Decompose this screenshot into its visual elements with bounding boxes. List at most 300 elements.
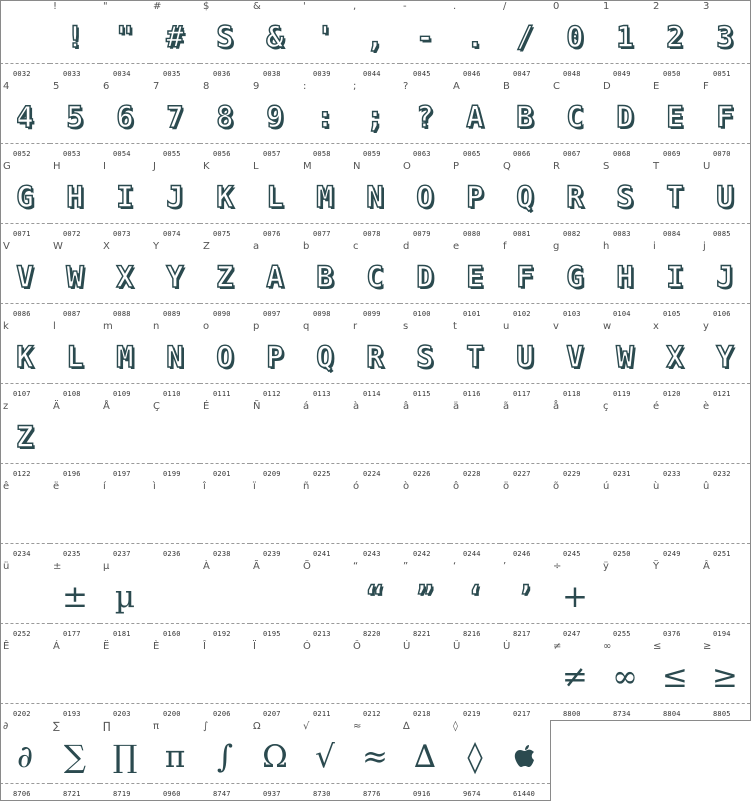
baseline-guide [100, 223, 150, 224]
glyph-char-label: ≤ [653, 641, 662, 652]
baseline-guide [650, 623, 700, 624]
glyph-char-label: ì [153, 481, 156, 492]
glyph-cell [400, 720, 451, 801]
glyph-sample: ≈ [362, 738, 388, 775]
glyph-cell [500, 320, 551, 401]
glyph-cell [100, 400, 151, 481]
glyph-cell [100, 480, 151, 561]
glyph-cell [100, 0, 151, 81]
glyph-sample: ± [62, 578, 88, 615]
glyph-char-label: a [253, 241, 260, 252]
glyph-code: 0086 [13, 310, 31, 318]
glyph-char-label: ñ [303, 481, 310, 492]
glyph-sample: ∑ [63, 738, 87, 775]
glyph-code: 0242 [413, 550, 431, 558]
glyph-char-label: ê [3, 481, 10, 492]
glyph-code: 0245 [563, 550, 581, 558]
glyph-cell [600, 480, 651, 561]
glyph-code: 0078 [363, 230, 381, 238]
glyph-cell [50, 240, 101, 321]
glyph-code: 8217 [513, 630, 531, 638]
baseline-guide [500, 703, 550, 704]
glyph-code: 0050 [663, 70, 681, 78]
glyph-cell [700, 80, 751, 161]
baseline-guide [50, 463, 100, 464]
glyph-code: 0199 [163, 470, 181, 478]
glyph-code: 0106 [713, 310, 731, 318]
glyph-code: 0117 [513, 390, 531, 398]
glyph-sample: . [466, 19, 484, 54]
glyph-cell [250, 160, 301, 241]
glyph-sample [0, 572, 50, 622]
glyph-cell [200, 720, 251, 801]
glyph-cell [250, 640, 301, 721]
glyph-sample [500, 412, 550, 462]
glyph-char-label: û [703, 481, 710, 492]
glyph-sample: P [266, 339, 284, 374]
glyph-char-label: è [703, 401, 710, 412]
baseline-guide [0, 543, 50, 544]
glyph-char-label: X [103, 241, 110, 252]
glyph-char-label: & [253, 1, 261, 12]
glyph-char-label: L [253, 161, 259, 172]
glyph-sample: D [616, 99, 634, 134]
glyph-code: 0227 [513, 470, 531, 478]
glyph-cell [50, 480, 101, 561]
glyph-sample: 9 [266, 99, 284, 134]
glyph-code: 0107 [13, 390, 31, 398]
baseline-guide [600, 623, 650, 624]
glyph-char-label: j [703, 241, 706, 252]
glyph-sample [300, 652, 350, 702]
glyph-sample: D [416, 259, 434, 294]
baseline-guide [600, 383, 650, 384]
baseline-guide [500, 63, 550, 64]
glyph-sample [300, 572, 350, 622]
glyph-sample [650, 492, 700, 542]
glyph-cell [300, 480, 351, 561]
glyph-code: 61440 [513, 790, 536, 798]
glyph-sample: T [666, 179, 684, 214]
glyph-char-label: / [503, 1, 507, 12]
baseline-guide [350, 623, 400, 624]
glyph-char-label: O [403, 161, 411, 172]
glyph-cell [450, 400, 501, 481]
glyph-sample: ; [366, 99, 384, 134]
glyph-cell [650, 160, 701, 241]
glyph-code: 0111 [213, 390, 231, 398]
baseline-guide [400, 63, 450, 64]
glyph-char-label: f [503, 241, 507, 252]
glyph-char-label: o [203, 321, 210, 332]
glyph-sample: Z [16, 419, 34, 454]
glyph-sample: : [316, 99, 334, 134]
glyph-code: 0118 [563, 390, 581, 398]
glyph-sample [150, 572, 200, 622]
glyph-sample: J [166, 179, 184, 214]
glyph-code: 0241 [313, 550, 331, 558]
glyph-code: 0200 [163, 710, 181, 718]
baseline-guide [650, 63, 700, 64]
glyph-cell [0, 400, 51, 481]
glyph-code: 0109 [113, 390, 131, 398]
glyph-code: 0039 [313, 70, 331, 78]
glyph-sample: 2 [666, 19, 684, 54]
glyph-code: 0250 [613, 550, 631, 558]
baseline-guide [550, 463, 600, 464]
baseline-guide [500, 543, 550, 544]
glyph-code: 0088 [113, 310, 131, 318]
glyph-code: 0232 [713, 470, 731, 478]
glyph-char-label: ü [3, 561, 10, 572]
glyph-code: 0036 [213, 70, 231, 78]
baseline-guide [500, 303, 550, 304]
glyph-sample: S [216, 19, 234, 54]
baseline-guide [650, 143, 700, 144]
glyph-sample: ‘ [466, 579, 484, 614]
glyph-sample: Q [516, 179, 534, 214]
glyph-cell [100, 560, 151, 641]
glyph-char-label: ∂ [3, 721, 9, 732]
baseline-guide [600, 143, 650, 144]
baseline-guide [0, 303, 50, 304]
baseline-guide [150, 223, 200, 224]
glyph-code: 0067 [563, 150, 581, 158]
baseline-guide [500, 783, 550, 784]
glyph-sample [0, 492, 50, 542]
baseline-guide [350, 463, 400, 464]
glyph-code: 0087 [63, 310, 81, 318]
glyph-cell [300, 0, 351, 81]
glyph-code: 0100 [413, 310, 431, 318]
glyph-char-label: 1 [603, 1, 610, 12]
baseline-guide [100, 383, 150, 384]
glyph-sample [400, 412, 450, 462]
glyph-code: 0098 [313, 310, 331, 318]
glyph-code: 0038 [263, 70, 281, 78]
glyph-sample: µ [114, 578, 136, 615]
baseline-guide [400, 223, 450, 224]
baseline-guide [100, 463, 150, 464]
glyph-code: 0238 [213, 550, 231, 558]
glyph-char-label: r [353, 321, 358, 332]
baseline-guide [550, 223, 600, 224]
baseline-guide [50, 143, 100, 144]
baseline-guide [300, 703, 350, 704]
glyph-code: 0103 [563, 310, 581, 318]
glyph-char-label: 9 [253, 81, 260, 92]
glyph-code: 0231 [613, 470, 631, 478]
glyph-sample: Y [716, 339, 734, 374]
glyph-cell [650, 320, 701, 401]
baseline-guide [250, 703, 300, 704]
glyph-sample [500, 652, 550, 702]
glyph-sample: 6 [116, 99, 134, 134]
glyph-cell [550, 160, 601, 241]
baseline-guide [450, 463, 500, 464]
glyph-cell [300, 400, 351, 481]
baseline-guide [600, 223, 650, 224]
baseline-guide [350, 543, 400, 544]
glyph-sample: ≤ [662, 658, 688, 695]
glyph-sample: I [666, 259, 684, 294]
glyph-cell [350, 0, 401, 81]
glyph-char-label: W [53, 241, 63, 252]
glyph-sample: / [516, 19, 534, 54]
glyph-code: 0065 [463, 150, 481, 158]
glyph-cell [450, 80, 501, 161]
glyph-char-label: Å [103, 401, 110, 412]
glyph-char-label: ÿ [603, 561, 609, 572]
glyph-char-label: ó [353, 481, 360, 492]
glyph-code: 0049 [613, 70, 631, 78]
glyph-code: 0097 [263, 310, 281, 318]
glyph-code: 0053 [63, 150, 81, 158]
glyph-cell [400, 560, 451, 641]
glyph-code: 8734 [613, 710, 631, 718]
glyph-code: 8719 [113, 790, 131, 798]
glyph-cell [200, 320, 251, 401]
glyph-char-label: N [353, 161, 361, 172]
glyph-sample: ∆ [414, 738, 436, 775]
glyph-sample [400, 652, 450, 702]
glyph-char-label: Î [203, 641, 206, 652]
baseline-guide [150, 623, 200, 624]
glyph-sample: 8 [216, 99, 234, 134]
baseline-guide [450, 63, 500, 64]
glyph-code: 0102 [513, 310, 531, 318]
glyph-char-label: ? [403, 81, 409, 92]
glyph-char-label: V [3, 241, 10, 252]
glyph-sample: F [716, 99, 734, 134]
glyph-sample: 0 [566, 19, 584, 54]
baseline-guide [300, 383, 350, 384]
glyph-cell [150, 560, 201, 641]
glyph-cell [0, 160, 51, 241]
baseline-guide [200, 63, 250, 64]
glyph-cell [400, 80, 451, 161]
glyph-cell [250, 560, 301, 641]
glyph-cell [700, 160, 751, 241]
baseline-guide [550, 303, 600, 304]
glyph-code: 0115 [413, 390, 431, 398]
glyph-sample: ∫ [216, 738, 234, 775]
glyph-sample [50, 652, 100, 702]
glyph-code: 0084 [663, 230, 681, 238]
baseline-guide [100, 143, 150, 144]
glyph-char-label: À [203, 561, 210, 572]
glyph-cell [250, 240, 301, 321]
baseline-guide [300, 463, 350, 464]
baseline-guide [500, 223, 550, 224]
glyph-sample: M [316, 179, 334, 214]
glyph-sample: 7 [166, 99, 184, 134]
glyph-sample: J [716, 259, 734, 294]
baseline-guide [200, 783, 250, 784]
glyph-char-label: ∑ [53, 721, 60, 732]
glyph-sample: ' [316, 19, 334, 54]
baseline-guide [350, 303, 400, 304]
glyph-cell [550, 640, 601, 721]
glyph-sample [650, 412, 700, 462]
glyph-cell [300, 160, 351, 241]
glyph-cell [550, 400, 601, 481]
glyph-cell [50, 0, 101, 81]
glyph-cell [50, 80, 101, 161]
glyph-sample: V [566, 339, 584, 374]
glyph-sample: ∏ [112, 738, 138, 775]
glyph-char-label: ≠ [553, 641, 562, 652]
baseline-guide [100, 303, 150, 304]
glyph-code: 8804 [663, 710, 681, 718]
glyph-char-label: Ó [303, 641, 311, 652]
glyph-code: 0074 [163, 230, 181, 238]
glyph-sample [50, 492, 100, 542]
glyph-cell [550, 80, 601, 161]
glyph-char-label: x [653, 321, 659, 332]
glyph-char-label: w [603, 321, 612, 332]
glyph-sample [350, 412, 400, 462]
glyph-cell [0, 560, 51, 641]
glyph-char-label: R [553, 161, 560, 172]
glyph-char-label: Ã [253, 561, 260, 572]
glyph-sample: N [366, 179, 384, 214]
glyph-cell [150, 400, 201, 481]
glyph-cell [450, 0, 501, 81]
glyph-char-label: é [653, 401, 660, 412]
glyph-char-label: # [153, 1, 162, 12]
glyph-code: 0056 [213, 150, 231, 158]
glyph-sample: A [266, 259, 284, 294]
baseline-guide [200, 223, 250, 224]
glyph-char-label: S [603, 161, 610, 172]
glyph-code: 0073 [113, 230, 131, 238]
glyph-code: 0089 [163, 310, 181, 318]
baseline-guide [150, 63, 200, 64]
glyph-char-label: ∏ [103, 721, 111, 732]
glyph-sample: U [716, 179, 734, 214]
baseline-guide [700, 63, 750, 64]
glyph-sample: - [416, 19, 434, 54]
baseline-guide [600, 703, 650, 704]
glyph-char-label: É [203, 401, 210, 412]
glyph-char-label: Û [453, 641, 461, 652]
glyph-sample [450, 492, 500, 542]
glyph-code: 0055 [163, 150, 181, 158]
glyph-cell [150, 80, 201, 161]
glyph-char-label: ∆ [403, 721, 410, 732]
baseline-guide [50, 63, 100, 64]
glyph-code: 0081 [513, 230, 531, 238]
glyph-char-label: B [503, 81, 510, 92]
glyph-sample: “ [366, 579, 384, 614]
glyph-cell [650, 480, 701, 561]
baseline-guide [400, 703, 450, 704]
glyph-char-label: Ç [153, 401, 160, 412]
glyph-cell [0, 720, 51, 801]
glyph-code: 0068 [613, 150, 631, 158]
glyph-cell [550, 320, 601, 401]
glyph-cell [350, 240, 401, 321]
glyph-code: 0192 [213, 630, 231, 638]
glyph-char-label: Y [153, 241, 160, 252]
glyph-cell [100, 240, 151, 321]
glyph-cell [550, 480, 601, 561]
glyph-cell [400, 0, 451, 81]
glyph-sample: & [266, 19, 284, 54]
glyph-char-label: ≈ [353, 721, 362, 732]
glyph-sample: K [216, 179, 234, 214]
baseline-guide [650, 463, 700, 464]
glyph-char-label: C [553, 81, 560, 92]
glyph-sample [600, 412, 650, 462]
glyph-sample: 4 [16, 99, 34, 134]
glyph-cell [650, 0, 701, 81]
glyph-code: 0251 [713, 550, 731, 558]
glyph-code: 0075 [213, 230, 231, 238]
glyph-char-label: Ï [253, 641, 256, 652]
glyph-cell [450, 480, 501, 561]
glyph-char-label: ‘ [453, 561, 457, 572]
glyph-sample: Q [316, 339, 334, 374]
glyph-sample: G [566, 259, 584, 294]
glyph-cell [600, 160, 651, 241]
baseline-guide [350, 223, 400, 224]
baseline-guide [200, 543, 250, 544]
glyph-sample [400, 492, 450, 542]
glyph-sample [0, 12, 50, 62]
glyph-char-label: Â [703, 561, 710, 572]
glyph-cell [450, 640, 501, 721]
baseline-guide [550, 383, 600, 384]
glyph-sample [700, 412, 750, 462]
glyph-char-label: K [203, 161, 210, 172]
baseline-guide [450, 143, 500, 144]
glyph-sample [50, 412, 100, 462]
glyph-sample [550, 412, 600, 462]
glyph-code: 0209 [263, 470, 281, 478]
glyph-code: 8730 [313, 790, 331, 798]
glyph-char-label: ; [353, 81, 357, 92]
glyph-code: 0085 [713, 230, 731, 238]
glyph-cell [250, 320, 301, 401]
baseline-guide [200, 703, 250, 704]
baseline-guide [650, 703, 700, 704]
baseline-guide [450, 703, 500, 704]
baseline-guide [150, 543, 200, 544]
glyph-char-label: ÷ [553, 561, 562, 572]
glyph-code: 0196 [63, 470, 81, 478]
glyph-sample: M [116, 339, 134, 374]
glyph-code: 0033 [63, 70, 81, 78]
baseline-guide [350, 783, 400, 784]
baseline-guide [0, 223, 50, 224]
glyph-cell [150, 480, 201, 561]
glyph-sample [150, 492, 200, 542]
glyph-code: 0197 [113, 470, 131, 478]
baseline-guide [700, 623, 750, 624]
glyph-cell [250, 400, 301, 481]
glyph-code: 0054 [113, 150, 131, 158]
baseline-guide [400, 783, 450, 784]
glyph-cell [300, 80, 351, 161]
glyph-cell [450, 720, 501, 801]
glyph-cell [350, 720, 401, 801]
baseline-guide [550, 623, 600, 624]
glyph-sample [350, 652, 400, 702]
glyph-cell [500, 560, 551, 641]
glyph-sample [700, 492, 750, 542]
